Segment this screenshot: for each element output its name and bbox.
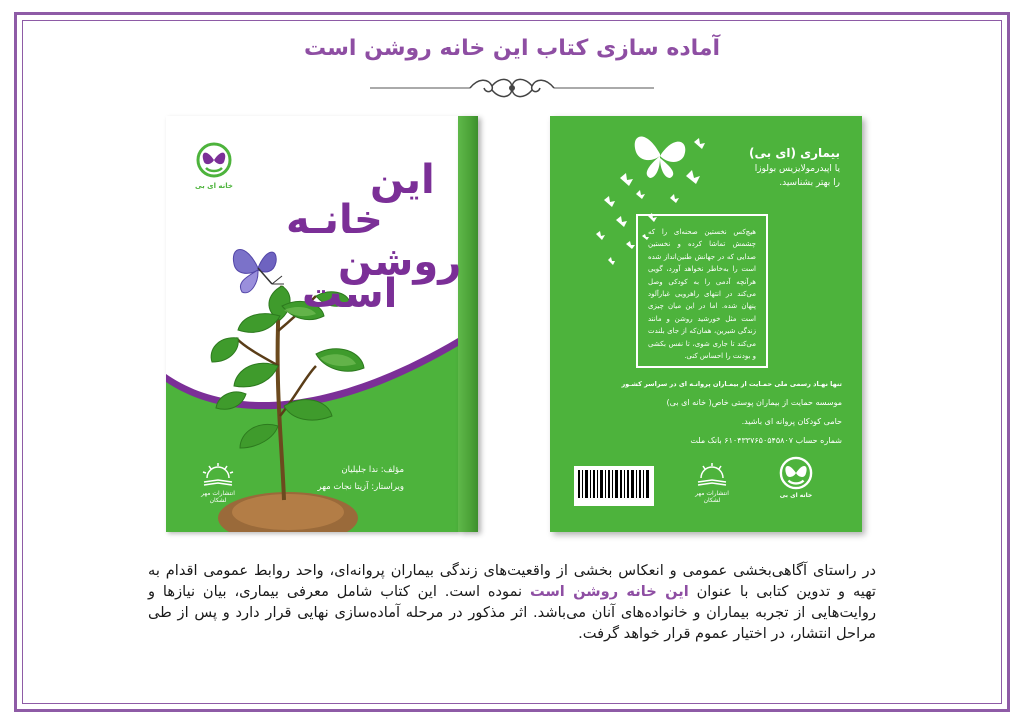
back-heading-title: بیماری (ای بی) — [749, 146, 840, 160]
page-title: آماده سازی کتاب این خانه روشن است — [303, 36, 721, 61]
book-title-line-4: است — [302, 271, 398, 317]
book-title-line-1: این — [370, 157, 435, 203]
description-paragraph — [148, 560, 876, 644]
book-title-line-2: خانـه — [286, 197, 383, 243]
logo-text-back: خانه ای بی — [779, 492, 813, 499]
support-line: تنها نهـاد رسمی ملی حمـایت از بیمـاران پروانـه ای در سراسر کشـور — [621, 380, 842, 388]
description-part-1: در راستای آگاهی‌بخشی عمومی و انعکاس بخشی از واقعیت‌های زندگی بیماران پروانه‌ای، واحد روابط عمومی اقدام به تهیه و تدوین کتابی با عنوان — [148, 562, 876, 600]
sunrise-book-icon — [201, 462, 235, 488]
publisher-logo-back — [690, 462, 734, 504]
back-subheading-2: را بهتر بشناسید. — [779, 178, 840, 188]
back-subheading-1: یا اپیدرمولایزیس بولوزا — [754, 164, 840, 174]
butterfly-icon — [228, 238, 288, 298]
khane-ebi-logo — [192, 142, 236, 192]
khane-ebi-logo-back — [776, 456, 816, 499]
logo-emblem-icon — [779, 456, 813, 490]
publisher-logo-front — [196, 462, 240, 504]
sunrise-book-icon — [695, 462, 729, 488]
logo-emblem-icon — [196, 142, 232, 178]
description-part-2: نموده است. این کتاب شامل معرفی بیماری، بیان نیازها و روایت‌هایی از تجربه بیماران و خانواده‌های آنان می‌باشد. اثر مذکور در مرحله آماده‌سازی نهایی قرار دارد و پس از طی مراحل انتشار، در اختیار عموم قرار خواهد گرفت. — [148, 583, 876, 642]
publisher-text-back: انتشارات مهر لشکان — [695, 490, 729, 504]
back-heading — [749, 146, 840, 188]
front-credits — [244, 462, 404, 496]
back-info — [572, 380, 842, 445]
book-spine — [458, 116, 478, 532]
editor-line: ویراستار: آزیتا نجات مهر — [317, 482, 404, 492]
description-book-title: این خانه روشن است — [530, 583, 689, 600]
publisher-text: انتشارات مهر لشکان — [201, 490, 235, 504]
info-line-2: حامی کودکان پروانه ای باشید. — [741, 417, 842, 426]
author-line: مؤلف: ندا جلیلیان — [341, 465, 404, 475]
ornament-divider — [370, 74, 654, 102]
info-line-3: شماره حساب ۶۱۰۴۳۳۷۶۵۰۵۴۵۸۰۷ بانک ملت — [690, 436, 842, 445]
poem-box: هیچ‌کس نخستین صحنه‌ای را که چشمش تماشا کرده و نخستین صدایی که در جهانش طنین‌انداز شده است را به‌خاطر نخواهد آورد، گویی هرآنچه آدمی را به کودکی وصل می‌کند در انتهای راهرویی غبارآلود پنهان شده. اما در این میان چیزی است مثل خورشید روشن و مانند زندگی شیرین، همان‌که از جای بلندت می‌کند تا جاری شوی، تا نفس بکشی و بودنت را احساس کنی. — [636, 214, 768, 368]
book-title-line-3: روشن — [338, 239, 462, 285]
back-cover — [550, 116, 862, 532]
info-line-1: موسسه حمایت از بیماران پوستی خاص( خانه ای بی) — [666, 398, 842, 407]
barcode-icon — [574, 466, 654, 506]
logo-text: خانه ای بی — [195, 182, 233, 190]
